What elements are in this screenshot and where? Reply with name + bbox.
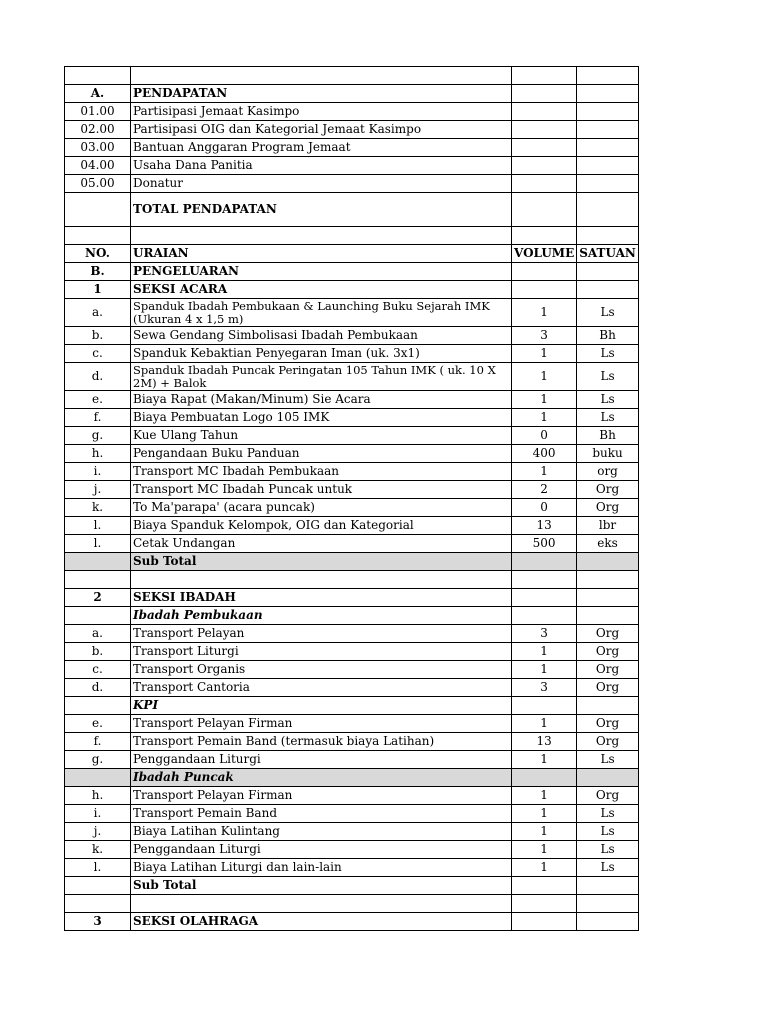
volume-cell <box>512 157 577 175</box>
row-number-cell <box>65 67 131 85</box>
unit-cell <box>577 193 639 227</box>
volume-cell <box>512 263 577 281</box>
unit-cell: Org <box>577 643 639 661</box>
description-cell: SEKSI ACARA <box>131 281 512 299</box>
description-cell: PENGELUARAN <box>131 263 512 281</box>
volume-cell: 3 <box>512 679 577 697</box>
row-number-cell: 05.00 <box>65 175 131 193</box>
description-cell: Partisipasi Jemaat Kasimpo <box>131 103 512 121</box>
table-row <box>65 481 639 499</box>
volume-cell: 1 <box>512 661 577 679</box>
unit-cell: Org <box>577 733 639 751</box>
description-cell: Biaya Rapat (Makan/Minum) Sie Acara <box>131 391 512 409</box>
row-number-cell: 02.00 <box>65 121 131 139</box>
row-number-cell: k. <box>65 841 131 859</box>
description-cell: Pengandaan Buku Panduan <box>131 445 512 463</box>
unit-cell: Ls <box>577 363 639 391</box>
unit-cell: Org <box>577 679 639 697</box>
description-cell: Partisipasi OIG dan Kategorial Jemaat Kasimpo <box>131 121 512 139</box>
description-cell: URAIAN <box>131 245 512 263</box>
row-number-cell <box>65 227 131 245</box>
table-row <box>65 327 639 345</box>
row-number-cell: j. <box>65 481 131 499</box>
unit-cell: lbr <box>577 517 639 535</box>
description-cell: Spanduk Ibadah Pembukaan & Launching Buku Sejarah IMK (Ukuran 4 x 1,5 m) <box>131 299 512 327</box>
volume-cell <box>512 589 577 607</box>
volume-cell <box>512 67 577 85</box>
unit-cell: Org <box>577 661 639 679</box>
row-number-cell: f. <box>65 409 131 427</box>
unit-cell <box>577 895 639 913</box>
unit-cell <box>577 697 639 715</box>
description-cell: Transport MC Ibadah Pembukaan <box>131 463 512 481</box>
table-row <box>65 895 639 913</box>
unit-cell: Ls <box>577 299 639 327</box>
volume-cell <box>512 227 577 245</box>
volume-cell: VOLUME <box>512 245 577 263</box>
volume-cell: 1 <box>512 841 577 859</box>
volume-cell: 1 <box>512 363 577 391</box>
volume-cell <box>512 175 577 193</box>
table-row <box>65 769 639 787</box>
volume-cell <box>512 607 577 625</box>
row-number-cell: a. <box>65 299 131 327</box>
description-cell: Transport MC Ibadah Puncak untuk <box>131 481 512 499</box>
table-row <box>65 463 639 481</box>
unit-cell: Org <box>577 715 639 733</box>
description-cell <box>131 571 512 589</box>
unit-cell <box>577 227 639 245</box>
table-row <box>65 715 639 733</box>
description-cell: TOTAL PENDAPATAN <box>131 193 512 227</box>
volume-cell <box>512 697 577 715</box>
unit-cell <box>577 607 639 625</box>
table-row <box>65 175 639 193</box>
unit-cell: Org <box>577 625 639 643</box>
volume-cell <box>512 121 577 139</box>
row-number-cell <box>65 553 131 571</box>
unit-cell: Bh <box>577 327 639 345</box>
row-number-cell: 01.00 <box>65 103 131 121</box>
volume-cell <box>512 139 577 157</box>
row-number-cell <box>65 895 131 913</box>
description-cell: Ibadah Puncak <box>131 769 512 787</box>
unit-cell <box>577 121 639 139</box>
unit-cell: Ls <box>577 751 639 769</box>
description-cell: Biaya Latihan Kulintang <box>131 823 512 841</box>
description-cell: Transport Cantoria <box>131 679 512 697</box>
row-number-cell: k. <box>65 499 131 517</box>
table-row <box>65 805 639 823</box>
row-number-cell: NO. <box>65 245 131 263</box>
volume-cell <box>512 553 577 571</box>
unit-cell: org <box>577 463 639 481</box>
volume-cell: 500 <box>512 535 577 553</box>
description-cell: Spanduk Kebaktian Penyegaran Iman (uk. 3x1) <box>131 345 512 363</box>
unit-cell: buku <box>577 445 639 463</box>
description-cell: Biaya Pembuatan Logo 105 IMK <box>131 409 512 427</box>
description-cell: Biaya Spanduk Kelompok, OIG dan Kategorial <box>131 517 512 535</box>
description-cell: SEKSI OLAHRAGA <box>131 913 512 931</box>
table-row <box>65 391 639 409</box>
row-number-cell <box>65 697 131 715</box>
description-cell: Sewa Gendang Simbolisasi Ibadah Pembukaan <box>131 327 512 345</box>
row-number-cell: h. <box>65 445 131 463</box>
description-cell: Usaha Dana Panitia <box>131 157 512 175</box>
unit-cell: Ls <box>577 345 639 363</box>
description-cell: Transport Pelayan Firman <box>131 787 512 805</box>
unit-cell: Ls <box>577 859 639 877</box>
row-number-cell <box>65 193 131 227</box>
volume-cell: 13 <box>512 733 577 751</box>
description-cell: Penggandaan Liturgi <box>131 751 512 769</box>
table-row <box>65 535 639 553</box>
volume-cell <box>512 193 577 227</box>
description-cell: Biaya Latihan Liturgi dan lain-lain <box>131 859 512 877</box>
row-number-cell: f. <box>65 733 131 751</box>
unit-cell: Ls <box>577 823 639 841</box>
unit-cell <box>577 877 639 895</box>
table-row <box>65 121 639 139</box>
volume-cell: 1 <box>512 463 577 481</box>
row-number-cell: d. <box>65 363 131 391</box>
table-row <box>65 823 639 841</box>
volume-cell: 1 <box>512 409 577 427</box>
description-cell: Transport Organis <box>131 661 512 679</box>
description-cell: Bantuan Anggaran Program Jemaat <box>131 139 512 157</box>
row-number-cell: i. <box>65 463 131 481</box>
volume-cell: 13 <box>512 517 577 535</box>
row-number-cell: b. <box>65 327 131 345</box>
description-cell: Penggandaan Liturgi <box>131 841 512 859</box>
unit-cell: eks <box>577 535 639 553</box>
volume-cell: 1 <box>512 715 577 733</box>
row-number-cell: e. <box>65 391 131 409</box>
description-cell: Spanduk Ibadah Puncak Peringatan 105 Tahun IMK ( uk. 10 X 2M) + Balok <box>131 363 512 391</box>
row-number-cell: h. <box>65 787 131 805</box>
description-cell: Kue Ulang Tahun <box>131 427 512 445</box>
volume-cell: 2 <box>512 481 577 499</box>
unit-cell <box>577 67 639 85</box>
volume-cell: 3 <box>512 625 577 643</box>
table-row <box>65 263 639 281</box>
unit-cell <box>577 913 639 931</box>
description-cell: Transport Pemain Band <box>131 805 512 823</box>
table-row <box>65 85 639 103</box>
unit-cell <box>577 281 639 299</box>
table-row <box>65 841 639 859</box>
unit-cell <box>577 85 639 103</box>
volume-cell: 3 <box>512 327 577 345</box>
row-number-cell: g. <box>65 751 131 769</box>
table-row <box>65 571 639 589</box>
unit-cell <box>577 769 639 787</box>
row-number-cell: i. <box>65 805 131 823</box>
volume-cell: 1 <box>512 805 577 823</box>
table-row <box>65 345 639 363</box>
row-number-cell: e. <box>65 715 131 733</box>
unit-cell <box>577 589 639 607</box>
unit-cell: Bh <box>577 427 639 445</box>
volume-cell: 1 <box>512 859 577 877</box>
table-row <box>65 643 639 661</box>
row-number-cell: 04.00 <box>65 157 131 175</box>
row-number-cell: 03.00 <box>65 139 131 157</box>
table-row <box>65 193 639 227</box>
description-cell: To Ma'parapa' (acara puncak) <box>131 499 512 517</box>
volume-cell <box>512 281 577 299</box>
table-row <box>65 157 639 175</box>
row-number-cell: l. <box>65 859 131 877</box>
unit-cell <box>577 157 639 175</box>
table-row <box>65 553 639 571</box>
volume-cell <box>512 877 577 895</box>
volume-cell <box>512 913 577 931</box>
volume-cell <box>512 103 577 121</box>
unit-cell: Ls <box>577 409 639 427</box>
row-number-cell <box>65 877 131 895</box>
row-number-cell: b. <box>65 643 131 661</box>
row-number-cell <box>65 769 131 787</box>
row-number-cell: g. <box>65 427 131 445</box>
unit-cell: Ls <box>577 841 639 859</box>
unit-cell: Org <box>577 481 639 499</box>
volume-cell: 1 <box>512 299 577 327</box>
table-row <box>65 859 639 877</box>
unit-cell: Org <box>577 787 639 805</box>
table-row <box>65 787 639 805</box>
volume-cell: 0 <box>512 427 577 445</box>
table-row <box>65 679 639 697</box>
description-cell: PENDAPATAN <box>131 85 512 103</box>
table-row <box>65 589 639 607</box>
unit-cell <box>577 175 639 193</box>
unit-cell <box>577 571 639 589</box>
description-cell <box>131 67 512 85</box>
unit-cell <box>577 263 639 281</box>
table-row <box>65 913 639 931</box>
volume-cell <box>512 571 577 589</box>
volume-cell: 1 <box>512 823 577 841</box>
table-row <box>65 517 639 535</box>
unit-cell: Ls <box>577 805 639 823</box>
description-cell: Sub Total <box>131 553 512 571</box>
row-number-cell: 3 <box>65 913 131 931</box>
budget-table-body <box>65 67 639 931</box>
row-number-cell: a. <box>65 625 131 643</box>
volume-cell <box>512 895 577 913</box>
row-number-cell: 2 <box>65 589 131 607</box>
table-row <box>65 139 639 157</box>
table-row <box>65 67 639 85</box>
unit-cell <box>577 139 639 157</box>
table-row <box>65 499 639 517</box>
row-number-cell: d. <box>65 679 131 697</box>
description-cell: SEKSI IBADAH <box>131 589 512 607</box>
row-number-cell: l. <box>65 535 131 553</box>
table-row <box>65 363 639 391</box>
description-cell: Transport Pemain Band (termasuk biaya Latihan) <box>131 733 512 751</box>
table-row <box>65 697 639 715</box>
description-cell: Sub Total <box>131 877 512 895</box>
description-cell: Donatur <box>131 175 512 193</box>
row-number-cell: A. <box>65 85 131 103</box>
description-cell: Transport Liturgi <box>131 643 512 661</box>
unit-cell: SATUAN <box>577 245 639 263</box>
table-row <box>65 661 639 679</box>
table-row <box>65 103 639 121</box>
unit-cell <box>577 103 639 121</box>
table-row <box>65 877 639 895</box>
table-row <box>65 227 639 245</box>
unit-cell <box>577 553 639 571</box>
table-row <box>65 733 639 751</box>
table-row <box>65 245 639 263</box>
row-number-cell: j. <box>65 823 131 841</box>
row-number-cell: c. <box>65 345 131 363</box>
table-row <box>65 427 639 445</box>
description-cell: Transport Pelayan <box>131 625 512 643</box>
table-row <box>65 299 639 327</box>
row-number-cell <box>65 571 131 589</box>
volume-cell: 0 <box>512 499 577 517</box>
description-cell <box>131 895 512 913</box>
row-number-cell: B. <box>65 263 131 281</box>
row-number-cell: c. <box>65 661 131 679</box>
volume-cell: 400 <box>512 445 577 463</box>
description-cell: Transport Pelayan Firman <box>131 715 512 733</box>
volume-cell: 1 <box>512 391 577 409</box>
row-number-cell <box>65 607 131 625</box>
table-row <box>65 445 639 463</box>
description-cell <box>131 227 512 245</box>
volume-cell: 1 <box>512 751 577 769</box>
volume-cell: 1 <box>512 643 577 661</box>
table-row <box>65 751 639 769</box>
volume-cell <box>512 769 577 787</box>
volume-cell <box>512 85 577 103</box>
volume-cell: 1 <box>512 787 577 805</box>
description-cell: Ibadah Pembukaan <box>131 607 512 625</box>
table-row <box>65 607 639 625</box>
description-cell: Cetak Undangan <box>131 535 512 553</box>
unit-cell: Ls <box>577 391 639 409</box>
table-row <box>65 281 639 299</box>
description-cell: KPI <box>131 697 512 715</box>
table-row <box>65 409 639 427</box>
table-row <box>65 625 639 643</box>
row-number-cell: l. <box>65 517 131 535</box>
unit-cell: Org <box>577 499 639 517</box>
budget-table <box>64 66 639 931</box>
row-number-cell: 1 <box>65 281 131 299</box>
volume-cell: 1 <box>512 345 577 363</box>
